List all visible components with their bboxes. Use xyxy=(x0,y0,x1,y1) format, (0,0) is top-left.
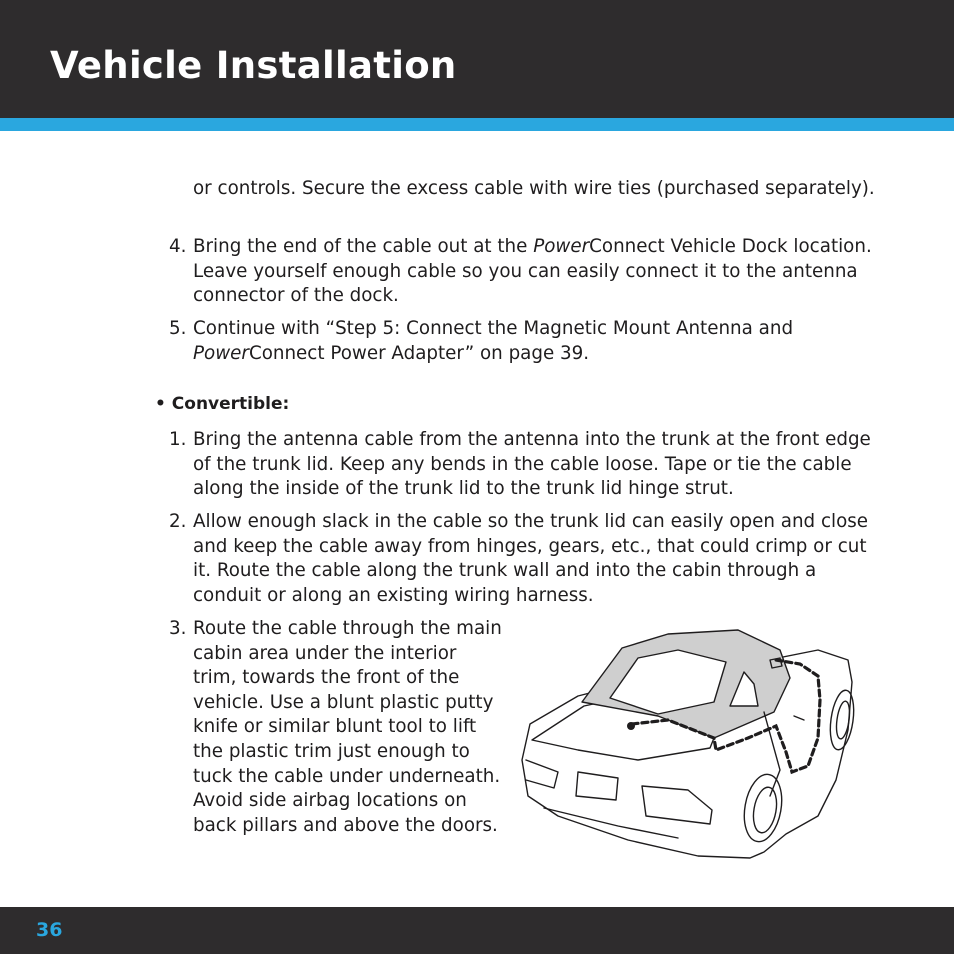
page-header xyxy=(0,0,954,120)
step-number: 3. xyxy=(169,618,187,639)
convertible-heading: • Convertible: xyxy=(155,394,290,414)
page-footer xyxy=(0,907,954,954)
step-text-em: Power xyxy=(193,342,249,364)
convertible-car-cable-route-illustration xyxy=(518,620,858,868)
step-text: Bring the antenna cable from the antenna into the trunk at the front edge of the trunk lid. Keep any bends in the cable loose. Tape or tie the cable along the inside of the trunk lid to the trunk lid hinge strut. xyxy=(193,429,871,500)
step-number: 2. xyxy=(169,511,187,532)
step-text-pre: Continue with “Step 5: Connect the Magnetic Mount Antenna and xyxy=(193,318,794,339)
step-text-post: Connect Vehicle Dock location. Leave yourself enough cable so you can easily connect it to the antenna connector of the dock. xyxy=(193,236,872,307)
step-text-post: Connect Power Adapter” on page 39. xyxy=(248,342,590,364)
intro-paragraph: or controls. Secure the excess cable with wire ties (purchased separately). xyxy=(193,178,875,199)
step-text: Route the cable through the main cabin area under the interior trim, towards the front of the vehicle. Use a blunt plastic putty knife or similar blunt tool to lift the plastic trim just enough to tuck the cable under underneath. Avoid side airbag locations on back pillars and above the doors. xyxy=(193,618,502,836)
step-text-pre: Bring the end of the cable out at the xyxy=(193,236,534,257)
page-title: Vehicle Installation xyxy=(50,44,457,87)
step-text xyxy=(193,317,883,366)
page-number: 36 xyxy=(36,919,63,941)
accent-bar xyxy=(0,118,954,131)
step-text: Allow enough slack in the cable so the trunk lid can easily open and close and keep the cable away from hinges, gears, etc., that could crimp or cut it. Route the cable along the trunk wall and into the cabin through a conduit or along an existing wiring harness. xyxy=(193,511,869,606)
step-number: 1. xyxy=(169,429,187,450)
step-text-em: Power xyxy=(533,236,590,257)
step-number: 5. xyxy=(169,318,187,339)
step-number: 4. xyxy=(169,236,187,257)
step-text xyxy=(193,235,883,309)
